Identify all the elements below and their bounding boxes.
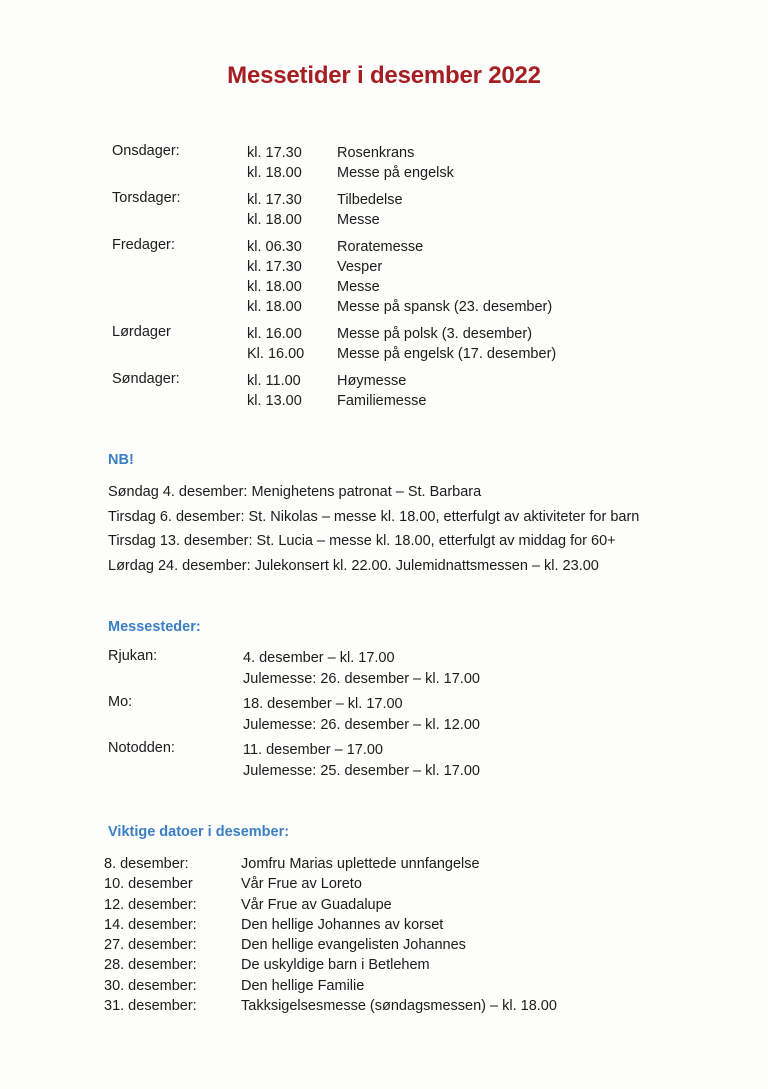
date-label: 31. desember: xyxy=(104,998,197,1015)
nb-item: Lørdag 24. desember: Julekonsert kl. 22.00. Julemidnattsmessen – kl. 23.00 xyxy=(108,557,599,574)
date-desc: Takksigelsesmesse (søndagsmessen) – kl. 18.00 xyxy=(241,998,557,1015)
places-heading: Messesteder: xyxy=(108,619,201,635)
schedule-desc: Tilbedelse xyxy=(337,192,403,208)
schedule-time: kl. 16.00 xyxy=(247,326,302,342)
schedule-time: kl. 18.00 xyxy=(247,212,302,228)
nb-heading: NB! xyxy=(108,452,134,468)
date-desc: Den hellige evangelisten Johannes xyxy=(241,937,466,954)
schedule-time: kl. 06.30 xyxy=(247,239,302,255)
place-line: 11. desember – 17.00 xyxy=(243,742,383,758)
schedule-desc: Roratemesse xyxy=(337,239,424,255)
nb-list xyxy=(108,480,639,578)
nb-item: Søndag 4. desember: Menighetens patronat – St. Barbara xyxy=(108,484,482,500)
schedule-desc: Messe xyxy=(337,279,380,295)
schedule-day: Fredager: xyxy=(112,237,175,253)
date-label: 27. desember: xyxy=(104,937,197,954)
schedule-time: kl. 11.00 xyxy=(247,373,301,389)
place-line: 4. desember – kl. 17.00 xyxy=(243,650,395,666)
date-label: 14. desember: xyxy=(104,916,197,933)
date-desc: De uskyldige barn i Betlehem xyxy=(241,957,430,974)
schedule-day: Lørdager xyxy=(112,324,171,340)
schedule-time: kl. 17.30 xyxy=(247,145,302,161)
place-name: Notodden: xyxy=(108,740,175,756)
date-label: 30. desember: xyxy=(104,977,197,994)
nb-item: Tirsdag 13. desember: St. Lucia – messe kl. 18.00, etterfulgt av middag for 60+ xyxy=(108,533,616,549)
schedule-desc: Familiemesse xyxy=(337,393,427,409)
schedule-time: kl. 17.30 xyxy=(247,259,302,275)
schedule-time: kl. 18.00 xyxy=(247,299,302,315)
schedule-time: kl. 18.00 xyxy=(247,165,302,181)
date-label: 28. desember: xyxy=(104,957,197,974)
date-desc: Vår Frue av Guadalupe xyxy=(241,896,392,913)
date-desc: Jomfru Marias uplettede unnfangelse xyxy=(241,856,480,872)
date-desc: Vår Frue av Loreto xyxy=(241,876,362,893)
schedule-desc: Messe på polsk (3. desember) xyxy=(337,326,533,342)
schedule-desc: Rosenkrans xyxy=(337,145,415,161)
schedule-time: kl. 18.00 xyxy=(247,279,302,295)
schedule-desc: Messe på engelsk (17. desember) xyxy=(337,346,557,362)
schedule-time: Kl. 16.00 xyxy=(247,346,305,362)
schedule-desc: Messe xyxy=(337,212,380,228)
date-label: 8. desember: xyxy=(104,856,189,872)
place-name: Rjukan: xyxy=(108,648,158,664)
place-name: Mo: xyxy=(108,694,133,710)
schedule-desc: Vesper xyxy=(337,259,383,275)
nb-item: Tirsdag 6. desember: St. Nikolas – messe kl. 18.00, etterfulgt av aktiviteter for barn xyxy=(108,508,640,525)
date-desc: Den hellige Familie xyxy=(241,977,365,994)
place-line: Julemesse: 26. desember – kl. 17.00 xyxy=(243,671,480,687)
schedule-desc: Messe på spansk (23. desember) xyxy=(337,299,553,315)
date-desc: Den hellige Johannes av korset xyxy=(241,916,444,933)
date-label: 10. desember xyxy=(104,876,193,893)
date-label: 12. desember: xyxy=(104,896,197,913)
place-line: Julemesse: 25. desember – kl. 17.00 xyxy=(243,763,480,779)
schedule-desc: Messe på engelsk xyxy=(337,165,454,181)
schedule-day: Søndager: xyxy=(112,371,180,387)
schedule-time: kl. 13.00 xyxy=(247,393,302,409)
page-title: Messetider i desember 2022 xyxy=(227,62,541,89)
schedule-time: kl. 17.30 xyxy=(247,192,302,208)
schedule-day: Torsdager: xyxy=(112,190,181,206)
schedule-day: Onsdager: xyxy=(112,143,180,159)
dates-heading: Viktige datoer i desember: xyxy=(108,824,290,840)
place-line: 18. desember – kl. 17.00 xyxy=(243,696,403,712)
place-line: Julemesse: 26. desember – kl. 12.00 xyxy=(243,717,480,733)
schedule-desc: Høymesse xyxy=(337,373,407,389)
